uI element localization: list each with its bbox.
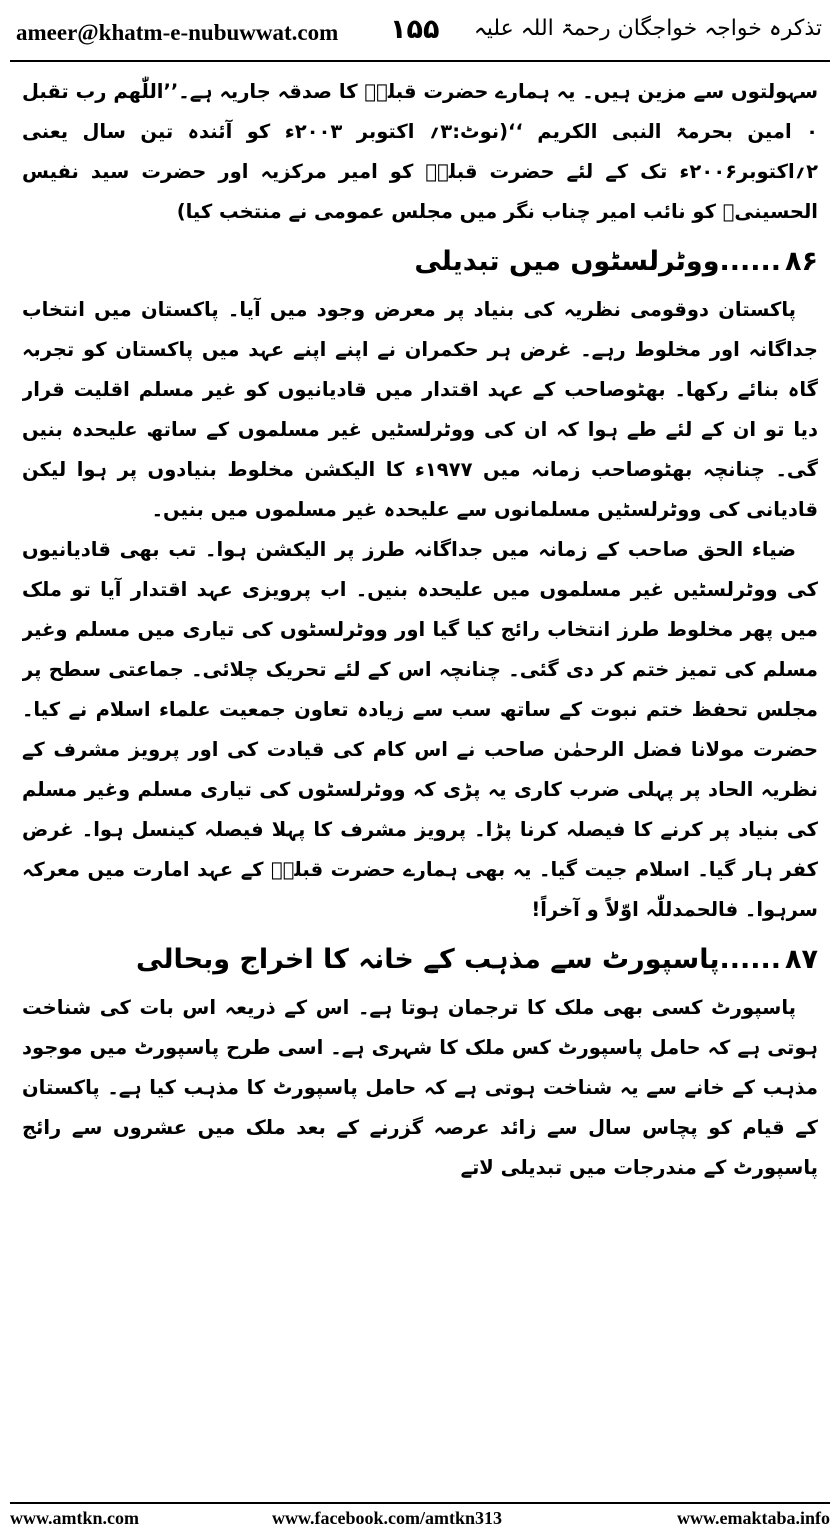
section-87-heading bbox=[22, 934, 818, 986]
section-87-paragraph: پاسپورٹ کسی بھی ملک کا ترجمان ہوتا ہے۔ اس کے ذریعہ اس بات کی شناخت ہوتی ہے کہ حامل پاسپورٹ کس ملک کا شہری ہے۔ اسی طرح پاسپورٹ میں موجود مذہب کے خانے سے یہ شناخت ہوتی ہے کہ حامل پاسپورٹ کا مذہب کیا ہے۔ پاکستان کے قیام کو پچاس سال سے زائد عرصہ گزرنے کے بعد ملک میں عشروں سے رائج پاسپورٹ کے مندرجات میں تبدیلی لاتے bbox=[22, 996, 818, 1179]
section-86-paragraph: پاکستان دوقومی نظریہ کی بنیاد پر معرض وجود میں آیا۔ پاکستان میں انتخاب جداگانہ اور مخلوط رہے۔ غرض ہر حکمران نے اپنے اپنے عہد میں پاکستان کو تجربہ گاہ بنائے رکھا۔ بھٹوصاحب کے عہد اقتدار میں قادیانیوں کو غیر مسلم اقلیت قرار دیا تو ان کے لئے طے ہوا کہ ان کی ووٹرلسٹیں غیر مسلموں کے ساتھ علیحدہ بنیں گی۔ چنانچہ بھٹوصاحب زمانہ میں ۱۹۷۷ء کا الیکشن مخلوط بنیادوں پر ہوا لیکن قادیانی کی ووٹرلسٹیں مسلمانوں سے علیحدہ غیر مسلموں میں بنیں۔ bbox=[22, 298, 818, 521]
section-86-number: ۸۶ bbox=[785, 246, 818, 277]
section-86-title: ......ووٹرلسٹوں میں تبدیلی bbox=[414, 246, 782, 277]
page-header bbox=[10, 8, 830, 56]
book-title: تذکرہ خواجہ خواجگان رحمۃ اللہ علیہ bbox=[473, 16, 822, 41]
page-number: ۱۵۵ bbox=[390, 14, 440, 45]
footer-link-amtkn[interactable]: www.amtkn.com bbox=[10, 1508, 139, 1528]
header-email: ameer@khatm-e-nubuwwat.com bbox=[16, 20, 339, 45]
page-footer bbox=[10, 1508, 830, 1534]
section-87-number: ۸۷ bbox=[785, 944, 818, 975]
page-content bbox=[22, 72, 818, 1492]
footer-link-facebook[interactable]: www.facebook.com/amtkn313 bbox=[272, 1508, 502, 1528]
header-divider bbox=[10, 60, 830, 62]
intro-paragraph: سہولتوں سے مزین ہیں۔ یہ ہمارے حضرت قبلہؒ کا صدقہ جاریہ ہے۔’’اللّٰھم رب تقبل ۰ امین بحرمۃ النبی الکریم ‘‘(نوٹ:۳؍ اکتوبر ۲۰۰۳ء کو آئندہ تین سال یعنی ۲؍اکتوبر۲۰۰۶ء تک کے لئے حضرت قبلہؒ کو امیر مرکزیہ اور حضرت سید نفیس الحسینیؒ کو نائب امیر چناب نگر میں مجلس عمومی نے منتخب کیا) bbox=[22, 80, 818, 223]
section-87-title: ......پاسپورٹ سے مذہب کے خانہ کا اخراج وبحالی bbox=[136, 944, 782, 975]
section-86-heading bbox=[22, 236, 818, 288]
section-86-paragraph: ضیاء الحق صاحب کے زمانہ میں جداگانہ طرز پر الیکشن ہوا۔ تب بھی قادیانیوں کی ووٹرلسٹیں غیر مسلموں میں علیحدہ بنیں۔ اب پرویزی عہد اقتدار آیا تو ملک میں پھر مخلوط طرز انتخاب رائج کیا گیا اور ووٹرلسٹوں کی تیاری میں مسلم وغیر مسلم کی تمیز ختم کر دی گئی۔ چنانچہ اس کے لئے تحریک چلائی۔ جماعتی سطح پر مجلس تحفظ ختم نبوت کے ساتھ سب سے زیادہ تعاون جمعیت علماء اسلام نے کیا۔ حضرت مولانا فضل الرحمٰن صاحب نے اس کام کی قیادت کی اور پرویز مشرف کے نظریہ الحاد پر پہلی ضرب کاری یہ پڑی کہ ووٹرلسٹوں کی تیاری مسلم وغیر مسلم کی بنیاد پر کرنے کا فیصلہ کرنا پڑا۔ پرویز مشرف کا پہلا فیصلہ کینسل ہوا۔ غرض کفر ہار گیا۔ اسلام جیت گیا۔ یہ بھی ہمارے حضرت قبلہؒ کے عہد امارت میں معرکہ سرہوا۔ فالحمدللّٰہ اوّلاً و آخراً! bbox=[22, 538, 818, 921]
footer-link-emaktaba[interactable]: www.emaktaba.info bbox=[676, 1508, 830, 1528]
footer-divider bbox=[10, 1502, 830, 1504]
